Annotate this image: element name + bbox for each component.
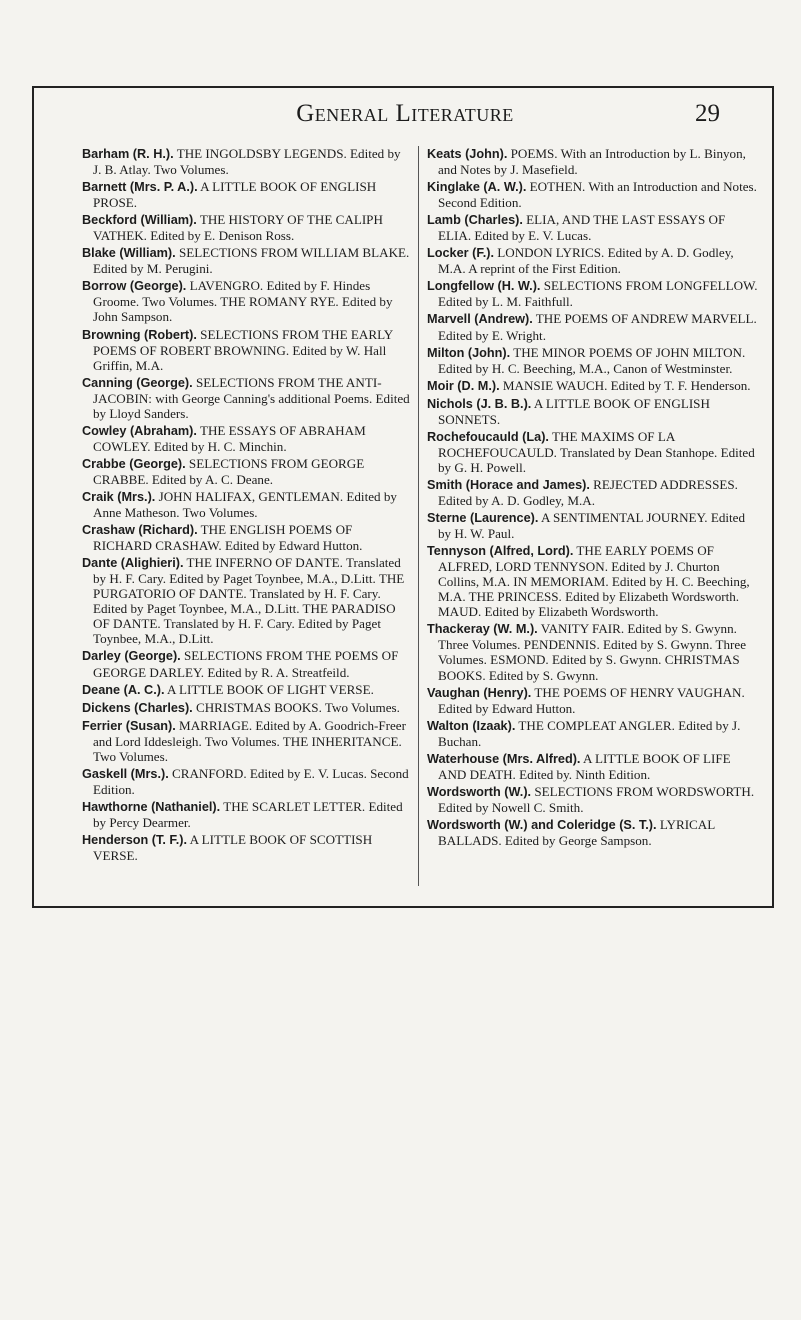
entry-description: THE HISTORY OF THE CALIPH VATHEK. Edited by E. Denison Ross. <box>93 212 383 244</box>
entry-author: Tennyson (Alfred, Lord). <box>427 544 574 559</box>
entry-description: THE POEMS OF HENRY VAUGHAN. Edited by Edward Hutton. <box>438 684 745 716</box>
entry-description: A LITTLE BOOK OF LIFE AND DEATH. Edited by. Ninth Edition. <box>438 750 731 782</box>
catalogue-entry <box>82 682 412 698</box>
entry-author: Nichols (J. B. B.). <box>427 396 532 411</box>
entry-description: EOTHEN. With an Introduction and Notes. Second Edition. <box>438 179 757 211</box>
entry-description: THE MINOR POEMS OF JOHN MILTON. Edited by H. C. Beeching, M.A., Canon of Westminster. <box>438 344 746 376</box>
entry-description: REJECTED ADDRESSES. Edited by A. D. Godley, M.A. <box>438 476 738 508</box>
entry-author: Ferrier (Susan). <box>82 718 176 733</box>
catalogue-entry <box>427 245 761 276</box>
catalogue-entry <box>427 311 761 342</box>
entry-description: THE COMPLEAT ANGLER. Edited by J. Buchan. <box>438 717 741 749</box>
catalogue-entry <box>82 179 412 210</box>
entry-description: CHRISTMAS BOOKS. Two Volumes. <box>192 699 400 715</box>
entry-description: THE POEMS OF ANDREW MARVELL. Edited by E. Wright. <box>438 311 757 343</box>
catalogue-entry <box>427 345 761 376</box>
catalogue-entry <box>82 456 412 487</box>
entry-author: Vaughan (Henry). <box>427 685 532 700</box>
running-title: General Literature <box>296 100 514 127</box>
entry-description: POEMS. With an Introduction by L. Binyon, and Notes by J. Masefield. <box>438 146 746 178</box>
entry-author: Craik (Mrs.). <box>82 489 156 504</box>
catalogue-entry <box>427 278 761 309</box>
entry-description: THE INFERNO OF DANTE. Translated by H. F. Cary. Edited by Paget Toynbee, M.A., D.Litt. THE PURGATORIO OF DANTE. Translated by H. F. Cary. Edited by Paget Toynbee, M.A., D.Litt. THE PARADISO OF DANTE. Translated by H. F. Cary. Edited by Paget Toynbee, M.A., D.Litt. <box>93 555 405 647</box>
entry-author: Beckford (William). <box>82 213 197 228</box>
entry-description: THE EARLY POEMS OF ALFRED, LORD TENNYSON. Edited by J. Churton Collins, M.A. IN MEMORIAM. Edited by H. C. Beeching, M.A. THE PRINCESS. Edited by Elizabeth Wordsworth. MAUD. Edited by Elizabeth Wordsworth. <box>438 543 750 620</box>
catalogue-entry <box>427 543 761 619</box>
entry-author: Darley (George). <box>82 649 181 664</box>
catalogue-entry <box>427 179 761 210</box>
entry-author: Locker (F.). <box>427 246 494 261</box>
catalogue-entry <box>82 648 412 679</box>
catalogue-entry <box>82 522 412 553</box>
entry-author: Canning (George). <box>82 375 193 390</box>
catalogue-entry <box>82 146 412 177</box>
catalogue-entry <box>82 766 412 797</box>
entry-author: Sterne (Laurence). <box>427 511 539 526</box>
entry-author: Gaskell (Mrs.). <box>82 766 169 781</box>
catalogue-entry <box>427 718 761 749</box>
entry-description: SELECTIONS FROM THE POEMS OF GEORGE DARLEY. Edited by R. A. Streatfeild. <box>93 648 399 680</box>
catalogue-entry <box>427 477 761 508</box>
right-column <box>427 146 761 850</box>
catalogue-entry <box>82 489 412 520</box>
entry-description: SELECTIONS FROM WILLIAM BLAKE. Edited by M. Perugini. <box>93 245 410 277</box>
entry-author: Blake (William). <box>82 246 176 261</box>
catalogue-entry <box>82 700 412 716</box>
catalogue-entry <box>82 278 412 324</box>
entry-description: THE ESSAYS OF ABRAHAM COWLEY. Edited by H. C. Minchin. <box>93 422 366 454</box>
catalogue-entry <box>427 784 761 815</box>
entry-description: SELECTIONS FROM LONGFELLOW. Edited by L. M. Faithfull. <box>438 278 758 310</box>
catalogue-entry <box>82 327 412 373</box>
entry-author: Smith (Horace and James). <box>427 477 590 492</box>
catalogue-entry <box>427 146 761 177</box>
page-number: 29 <box>695 100 720 127</box>
bottom-border-rule <box>32 906 772 908</box>
catalogue-entry <box>427 685 761 716</box>
entry-author: Milton (John). <box>427 345 511 360</box>
entry-description: CRANFORD. Edited by E. V. Lucas. Second Edition. <box>93 765 409 797</box>
entry-author: Hawthorne (Nathaniel). <box>82 799 221 814</box>
left-column <box>82 146 412 865</box>
page-header <box>90 100 720 132</box>
entry-description: SELECTIONS FROM THE ANTI-JACOBIN: with George Canning's additional Poems. Edited by Lloyd Sanders. <box>93 374 410 421</box>
entry-author: Moir (D. M.). <box>427 378 500 393</box>
left-border-rule <box>32 86 34 908</box>
column-divider <box>418 146 419 886</box>
entry-description: A LITTLE BOOK OF LIGHT VERSE. <box>164 681 374 697</box>
entry-description: LYRICAL BALLADS. Edited by George Sampson. <box>438 816 715 848</box>
entry-author: Waterhouse (Mrs. Alfred). <box>427 751 581 766</box>
entry-author: Dickens (Charles). <box>82 700 193 715</box>
entry-author: Keats (John). <box>427 147 508 161</box>
catalogue-entry <box>82 718 412 764</box>
catalogue-entry <box>427 510 761 541</box>
entry-author: Kinglake (A. W.). <box>427 180 527 195</box>
catalogue-entry <box>82 212 412 243</box>
entry-description: SELECTIONS FROM WORDSWORTH. Edited by Nowell C. Smith. <box>438 783 755 815</box>
catalogue-entry <box>427 751 761 782</box>
entry-description: VANITY FAIR. Edited by S. Gwynn. Three Volumes. PENDENNIS. Edited by S. Gwynn. Three Volumes. ESMOND. Edited by S. Gwynn. CHRISTMAS BOOKS. Edited by S. Gwynn. <box>438 621 747 683</box>
entry-description: THE INGOLDSBY LEGENDS. Edited by J. B. Atlay. Two Volumes. <box>93 146 401 178</box>
catalogue-entry <box>427 396 761 427</box>
top-border-rule <box>32 86 772 88</box>
catalogue-entry <box>82 245 412 276</box>
entry-author: Barham (R. H.). <box>82 147 174 161</box>
entry-author: Rochefoucauld (La). <box>427 429 549 444</box>
catalogue-entry <box>427 378 761 394</box>
entry-description: LAVENGRO. Edited by F. Hindes Groome. Two Volumes. THE ROMANY RYE. Edited by John Sampson. <box>93 278 393 325</box>
entry-author: Crashaw (Richard). <box>82 523 198 538</box>
entry-description: SELECTIONS FROM THE EARLY POEMS OF ROBERT BROWNING. Edited by W. Hall Griffin, M.A. <box>93 326 393 373</box>
catalogue-entry <box>427 212 761 243</box>
catalogue-entry <box>82 832 412 863</box>
entry-description: JOHN HALIFAX, GENTLEMAN. Edited by Anne Matheson. Two Volumes. <box>93 488 397 521</box>
entry-description: MARRIAGE. Edited by A. Goodrich-Freer and Lord Iddesleigh. Two Volumes. THE INHERITANCE. Two Volumes. <box>93 717 406 764</box>
catalogue-entry <box>82 375 412 421</box>
entry-description: A LITTLE BOOK OF ENGLISH PROSE. <box>93 179 377 211</box>
entry-description: THE MAXIMS OF LA ROCHEFOUCAULD. Translated by Dean Stanhope. Edited by G. H. Powell. <box>438 428 755 475</box>
catalogue-entry <box>427 429 761 475</box>
entry-author: Longfellow (H. W.). <box>427 279 541 294</box>
catalogue-entry <box>82 423 412 454</box>
entry-description: THE ENGLISH POEMS OF RICHARD CRASHAW. Edited by Edward Hutton. <box>93 522 363 554</box>
entry-description: SELECTIONS FROM GEORGE CRABBE. Edited by A. C. Deane. <box>93 455 365 487</box>
entry-author: Deane (A. C.). <box>82 682 165 697</box>
entry-author: Lamb (Charles). <box>427 213 523 228</box>
entry-author: Wordsworth (W.). <box>427 784 532 799</box>
entry-description: LONDON LYRICS. Edited by A. D. Godley, M.A. A reprint of the First Edition. <box>438 245 734 277</box>
entry-author: Walton (Izaak). <box>427 718 516 733</box>
entry-description: THE SCARLET LETTER. Edited by Percy Dearmer. <box>93 798 403 830</box>
entry-author: Dante (Alighieri). <box>82 556 184 571</box>
entry-author: Cowley (Abraham). <box>82 423 197 438</box>
entry-description: A LITTLE BOOK OF ENGLISH SONNETS. <box>438 395 710 427</box>
catalogue-entry <box>427 817 761 848</box>
catalogue-entry <box>82 799 412 830</box>
entry-author: Borrow (George). <box>82 279 187 294</box>
entry-author: Henderson (T. F.). <box>82 832 188 847</box>
catalogue-entry <box>427 621 761 682</box>
entry-description: MANSIE WAUCH. Edited by T. F. Henderson. <box>499 377 751 393</box>
entry-author: Wordsworth (W.) and Coleridge (S. T.). <box>427 817 657 832</box>
catalogue-entry <box>82 555 412 646</box>
entry-author: Marvell (Andrew). <box>427 312 533 327</box>
entry-author: Crabbe (George). <box>82 456 186 471</box>
entry-description: A SENTIMENTAL JOURNEY. Edited by H. W. Paul. <box>438 510 746 542</box>
entry-description: ELIA, AND THE LAST ESSAYS OF ELIA. Edited by E. V. Lucas. <box>438 212 726 244</box>
right-border-rule <box>772 86 774 908</box>
entry-author: Browning (Robert). <box>82 327 197 342</box>
entry-author: Thackeray (W. M.). <box>427 622 538 637</box>
entry-description: A LITTLE BOOK OF SCOTTISH VERSE. <box>93 831 373 864</box>
entry-author: Barnett (Mrs. P. A.). <box>82 180 198 195</box>
